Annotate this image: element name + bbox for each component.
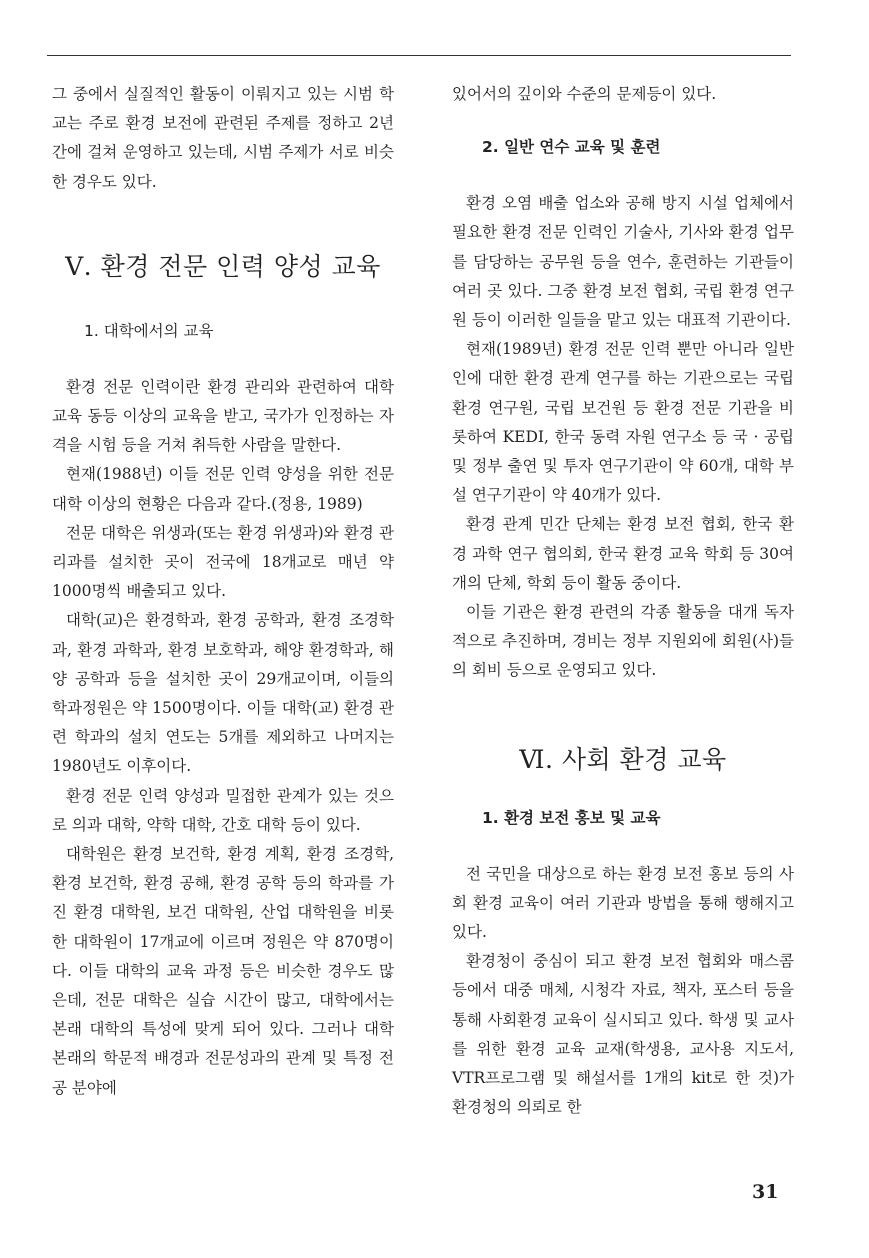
- page-number: 31: [752, 1181, 779, 1203]
- left-column: [52, 80, 394, 1103]
- section-5-title: Ⅴ. 환경 전문 인력 양성 교육: [65, 251, 381, 281]
- paragraph: 이들 기관은 환경 관련의 각종 활동을 대개 독자적으로 추진하며, 경비는 정부 지원외에 회원(사)들의 회비 등으로 운영되고 있다.: [452, 603, 794, 680]
- paragraph: 환경 관계 민간 단체는 환경 보전 협회, 한국 환경 과학 연구 협의회, 한국 환경 교육 학회 등 30여개의 단체, 학회 등이 활동 중이다.: [452, 515, 794, 592]
- top-rule: [47, 55, 791, 56]
- subsection-publicity-title: 1. 환경 보전 홍보 및 교육: [482, 808, 661, 827]
- paragraph: 환경 전문 인력이란 환경 관리와 관련하여 대학 교육 동등 이상의 교육을 받고, 국가가 인정하는 자격을 시험 등을 거쳐 취득한 사람을 말한다.: [52, 377, 394, 455]
- paragraph: 전 국민을 대상으로 하는 환경 보전 홍보 등의 사회 환경 교육이 여러 기관과 방법을 통해 행해지고 있다.: [452, 864, 794, 942]
- paragraph: 대학원은 환경 보건학, 환경 계획, 환경 조경학, 환경 보건학, 환경 공해, 환경 공학 등의 학과를 가진 환경 대학원, 보건 대학원, 산업 대학원을 비롯한 대학원이 17개교에 이르며 정원은 약 870명이다. 이들 대학의 교육 과정 등은 비슷한 경우도 많은데, 전문 대학은 실습 시간이 많고, 대학에서는 본래 대학의 특성에 맞게 되어 있다. 그러나 대학 본래의 학문적 배경과 전문성과의 관계 및 특정 전공 분야에: [52, 845, 394, 1097]
- section-6-title: Ⅵ. 사회 환경 교육: [519, 744, 727, 774]
- continued-paragraph: 있어서의 깊이와 수준의 문제등이 있다.: [452, 85, 717, 103]
- paragraph: 환경 전문 인력 양성과 밀접한 관계가 있는 것으로 의과 대학, 약학 대학, 간호 대학 등이 있다.: [52, 786, 394, 834]
- paragraph: 현재(1988년) 이들 전문 인력 양성을 위한 전문 대학 이상의 현황은 다음과 같다.(정용, 1989): [52, 465, 394, 513]
- subsection-training-title: 2. 일반 연수 교육 및 훈련: [482, 138, 661, 157]
- subsection-university-title: 1. 대학에서의 교육: [84, 321, 214, 340]
- intro-paragraph: 그 중에서 실질적인 활동이 이뤄지고 있는 시범 학교는 주로 환경 보전에 관련된 주제를 정하고 2년간에 걸쳐 운영하고 있는데, 시범 주제가 서로 비슷한 경우도 있다.: [52, 85, 394, 191]
- paragraph: 대학(교)은 환경학과, 환경 공학과, 환경 조경학과, 환경 과학과, 환경 보호학과, 해양 환경학과, 해양 공학과 등을 설치한 곳이 29개교이며, 이들의 학과정원은 약 1500명이다. 이들 대학(교) 환경 관련 학과의 설치 연도는 5개를 제외하고 나머지는 1980년도 이후이다.: [52, 611, 394, 776]
- paragraph: 현재(1989년) 환경 전문 인력 뿐만 아니라 일반인에 대한 환경 관계 연구를 하는 기관으로는 국립 환경 연구원, 국립 보건원 등 환경 전문 기관을 비롯하여 KEDI, 한국 동력 자원 연구소 등 국 · 공립 및 정부 출연 및 투자 연구기관이 약 60개, 대학 부설 연구기관이 약 40개가 있다.: [452, 340, 794, 505]
- right-column: [452, 80, 794, 1122]
- paragraph: 환경청이 중심이 되고 환경 보전 협회와 매스콤 등에서 대중 매체, 시청각 자료, 책자, 포스터 등을 통해 사회환경 교육이 실시되고 있다. 학생 및 교사를 위한 환경 교육 교재(학생용, 교사용 지도서, VTR프로그램 및 해설서를 1개의 kit로 한 것)가 환경청의 의뢰로 한: [452, 952, 794, 1117]
- paragraph: 전문 대학은 위생과(또는 환경 위생과)와 환경 관리과를 설치한 곳이 전국에 18개교로 매년 약 1000명씩 배출되고 있다.: [52, 523, 394, 601]
- paragraph: 환경 오염 배출 업소와 공해 방지 시설 업체에서 필요한 환경 전문 인력인 기술사, 기사와 환경 업무를 담당하는 공무원 등을 연수, 훈련하는 기관들이 여러 곳 있다. 그중 환경 보전 협회, 국립 환경 연구원 등이 이러한 일들을 맡고 있는 대표적 기관이다.: [452, 194, 794, 330]
